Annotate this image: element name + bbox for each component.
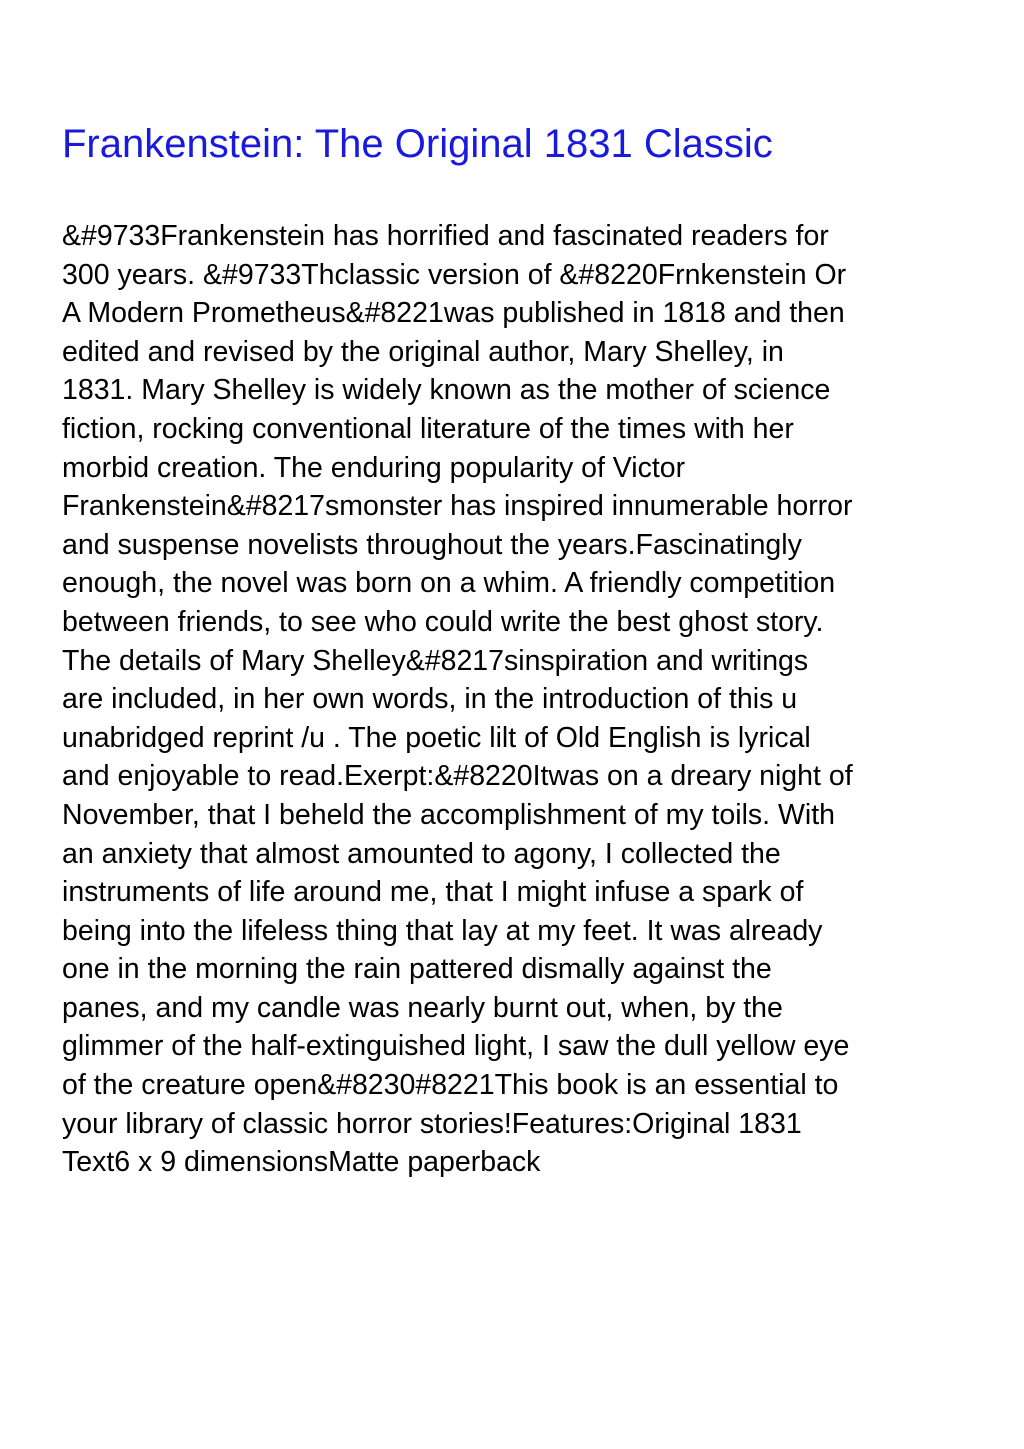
document-title: Frankenstein: The Original 1831 Classic [62, 122, 773, 166]
body-line: The details of Mary Shelley&#8217sinspiration and writings [62, 644, 809, 677]
body-line: being into the lifeless thing that lay at my feet. It was already [62, 914, 823, 947]
body-line: 300 years. &#9733Thclassic version of &#8220Frnkenstein Or [62, 258, 847, 291]
body-line: are included, in her own words, in the introduction of this u [62, 683, 798, 716]
body-line: A Modern Prometheus&#8221was published in 1818 and then [62, 297, 845, 330]
body-line: between friends, to see who could write the best ghost story. [62, 605, 824, 638]
body-line: 1831. Mary Shelley is widely known as the mother of science [62, 374, 831, 407]
body-line: panes, and my candle was nearly burnt out, when, by the [62, 991, 783, 1024]
body-line: unabridged reprint /u . The poetic lilt of Old English is lyrical [62, 721, 811, 754]
body-line: fiction, rocking conventional literature of the times with her [62, 412, 794, 445]
body-line: and suspense novelists throughout the years.Fascinatingly [62, 528, 802, 561]
body-line: Text6 x 9 dimensionsMatte paperback [62, 1146, 541, 1179]
body-line: your library of classic horror stories!Features:Original 1831 [62, 1107, 802, 1140]
body-line: edited and revised by the original author, Mary Shelley, in [62, 335, 784, 368]
body-line: instruments of life around me, that I might infuse a spark of [62, 876, 804, 909]
body-line: one in the morning the rain pattered dismally against the [62, 953, 772, 986]
document-body [62, 217, 982, 1182]
body-line: morbid creation. The enduring popularity of Victor [62, 451, 686, 484]
body-line: enough, the novel was born on a whim. A friendly competition [62, 567, 836, 600]
body-line: and enjoyable to read.Exerpt:&#8220Itwas on a dreary night of [62, 760, 853, 793]
body-line: &#9733Frankenstein has horrified and fascinated readers for [62, 220, 829, 252]
body-line: November, that I beheld the accomplishment of my toils. With [62, 798, 836, 831]
body-line: an anxiety that almost amounted to agony, I collected the [62, 837, 781, 870]
body-line: of the creature open&#8230#8221This book is an essential to [62, 1069, 839, 1102]
body-line: Frankenstein&#8217smonster has inspired innumerable horror [62, 490, 853, 523]
body-line: glimmer of the half-extinguished light, I saw the dull yellow eye [62, 1030, 850, 1063]
